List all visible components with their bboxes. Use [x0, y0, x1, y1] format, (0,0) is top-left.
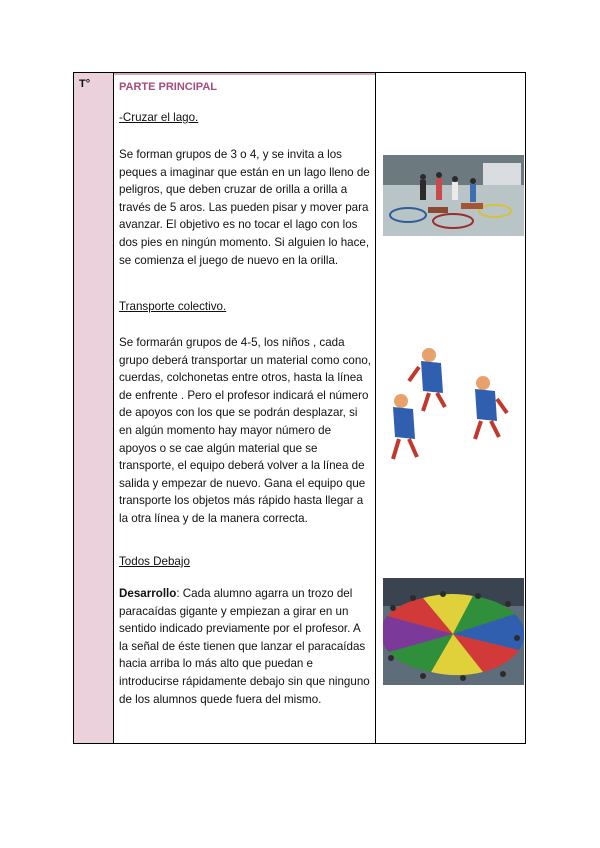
- section-1-heading: -Cruzar el lago.: [119, 111, 199, 124]
- collective-transport-illustration: [383, 341, 524, 473]
- image-column: [376, 73, 525, 743]
- section-2-heading: Transporte colectivo.: [119, 300, 227, 313]
- section-1-body: Se forman grupos de 3 o 4, y se invita a los peques a imaginar que están en un lago lleno de peligros, que deben cruzar de orilla a orilla a través de 5 aros. Las pueden pisar y mover para avanzar. El objetivo es no tocar el lago con los dos pies en ningún momento. Si alguien lo hace, se comienza el juego de nuevo en la orilla.: [119, 148, 370, 267]
- lake-crossing-photo: [383, 155, 524, 236]
- column-label: T°: [79, 78, 91, 90]
- section-3-lead: Desarrollo: [119, 587, 177, 600]
- section-3-body: [119, 585, 371, 708]
- section-2-body: Se formarán grupos de 4-5, los niños , cada grupo deberá transportar un material como cono, cuerdas, colchonetas entre otros, hasta la línea de enfrente . Pero el profesor indicará el número de apoyos con los que se podrán desplazar, si en algún momento hay mayor número de apoyos o se cae algún material que se transporte, el equipo deberá volver a la línea de salida y empezar de nuevo. Gana el equipo que transporte los objetos más rápido hasta llegar a la otra línea y de la manera correcta.: [119, 336, 371, 525]
- section-3-text: : Cada alumno agarra un trozo del paracaídas gigante y empiezan a girar en un sentido indicado previamente por el profesor. A la señal de éste tienen que lanzar el paracaídas hacia arriba lo más alto que puedan e introducirse rápidamente debajo sin que ninguno de los alumnos quede fuera del mismo.: [119, 587, 370, 706]
- temperature-column: [74, 73, 114, 743]
- main-content-column: [114, 73, 376, 743]
- parachute-photo: [383, 578, 524, 685]
- activity-table: [73, 72, 526, 744]
- section-title: PARTE PRINCIPAL: [119, 81, 217, 93]
- section-3-heading: Todos Debajo: [119, 555, 190, 568]
